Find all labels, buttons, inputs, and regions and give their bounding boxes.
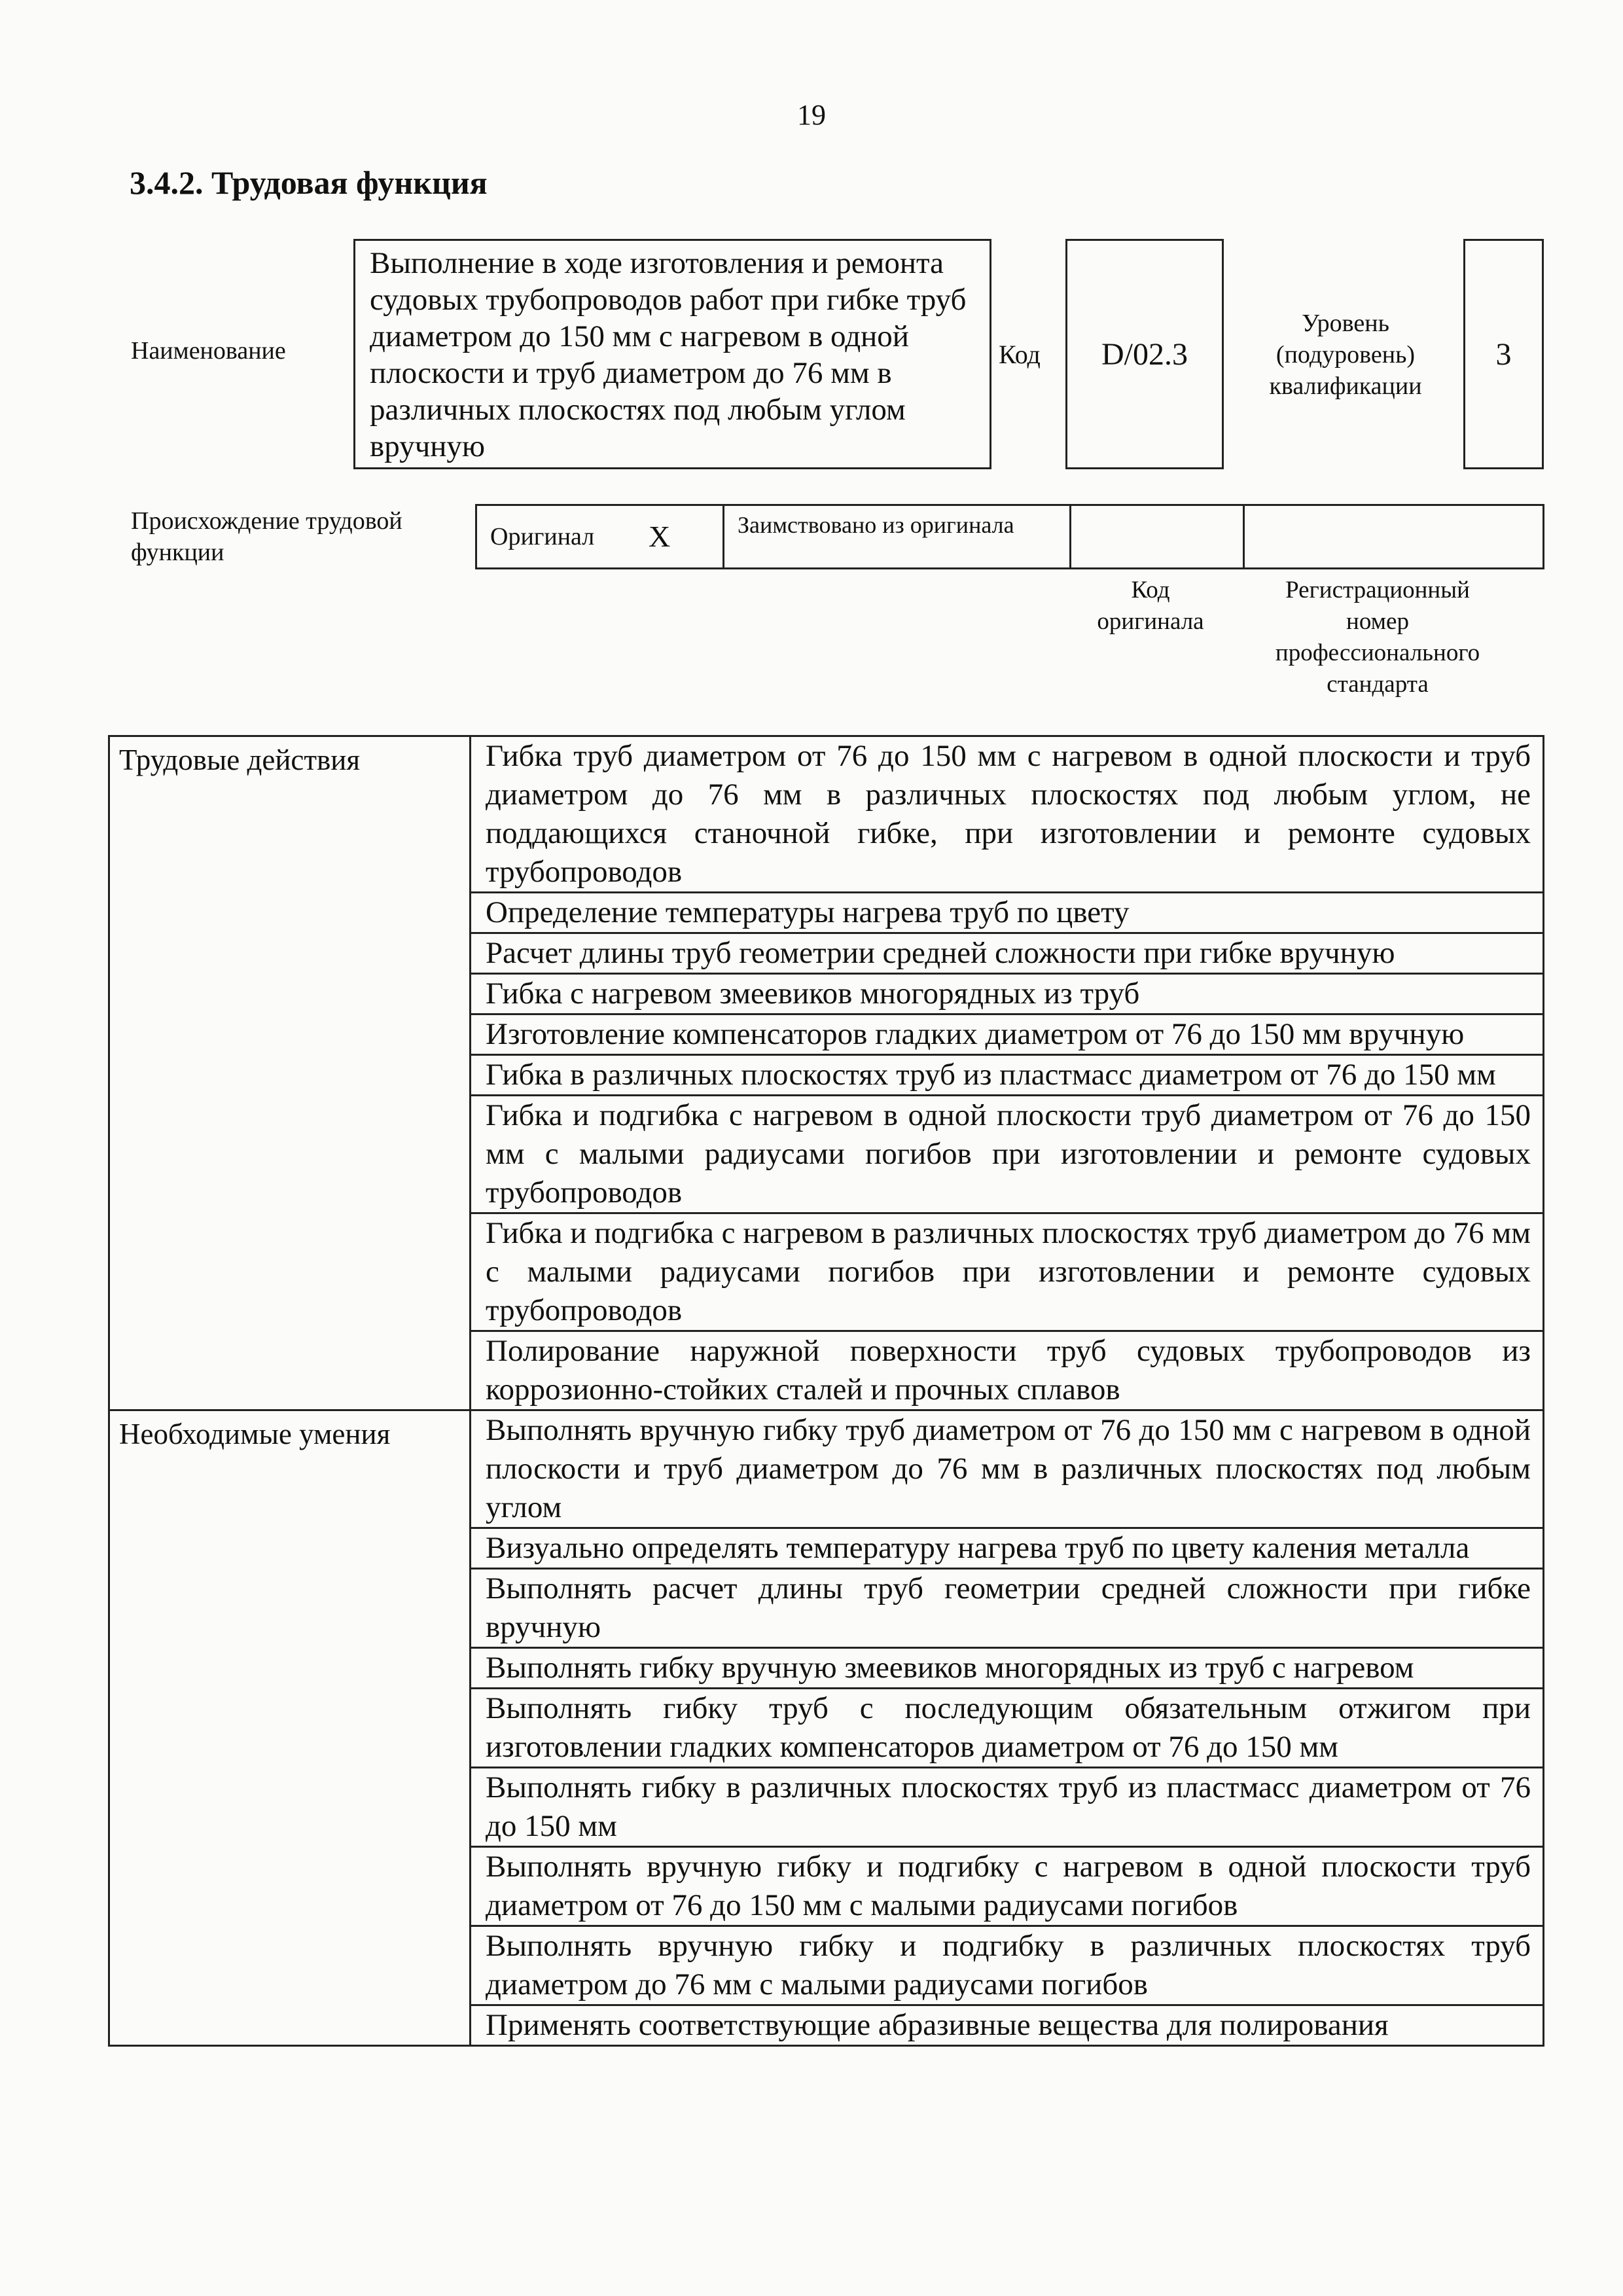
labor-action-item: Гибка с нагревом змеевиков многорядных из труб <box>471 974 1544 1014</box>
level-value: 3 <box>1495 336 1512 372</box>
function-details-table <box>108 735 1544 2047</box>
original-code-caption: Код оригинала <box>1097 577 1204 635</box>
borrowed-label: Заимствовано из оригинала <box>738 512 1014 538</box>
labor-action-item: Гибка труб диаметром от 76 до 150 мм с нагревом в одной плоскости и труб диаметром до 76 мм в различных плоскостях под любым углом, не поддающихся станочной гибке, при изготовлении и ремонте судовых трубопроводов <box>471 736 1544 893</box>
registration-number-caption: Регистрационный номер профессионального стандарта <box>1275 577 1480 698</box>
name-label: Наименование <box>131 337 286 365</box>
labor-action-item: Гибка и подгибка с нагревом в одной плоскости труб диаметром от 76 до 150 мм с малыми радиусами погибов при изготовлении и ремонте судовых трубопроводов <box>471 1096 1544 1213</box>
required-skill-item: Выполнять вручную гибку и подгибку в различных плоскостях труб диаметром до 76 мм с малыми радиусами погибов <box>471 1926 1544 2005</box>
labor-action-item: Гибка и подгибка с нагревом в различных плоскостях труб диаметром до 76 мм с малыми радиусами погибов при изготовлении и ремонте судовых трубопроводов <box>471 1213 1544 1331</box>
required-skill-item: Выполнять гибку труб с последующим обязательным отжигом при изготовлении гладких компенсаторов диаметром от 76 до 150 мм <box>471 1689 1544 1768</box>
required-skills-label: Необходимые умения <box>109 1410 471 2046</box>
section-title: 3.4.2. Трудовая функция <box>130 164 488 201</box>
labor-action-item: Полирование наружной поверхности труб судовых трубопроводов из коррозионно-стойких сталей и прочных сплавов <box>471 1331 1544 1410</box>
original-mark: X <box>649 520 671 553</box>
original-label: Оригинал <box>490 523 595 550</box>
code-value-box <box>1065 239 1224 469</box>
required-skill-item: Визуально определять температуру нагрева труб по цвету каления металла <box>471 1528 1544 1569</box>
labor-action-item: Расчет длины труб геометрии средней сложности при гибке вручную <box>471 933 1544 974</box>
required-skill-item: Выполнять гибку вручную змеевиков многорядных из труб с нагревом <box>471 1648 1544 1689</box>
origin-row <box>475 504 1544 569</box>
code-value: D/02.3 <box>1101 336 1188 372</box>
origin-label: Происхождение трудовой функции <box>131 507 402 566</box>
required-skill-item: Выполнять гибку в различных плоскостях труб из пластмасс диаметром от 76 до 150 мм <box>471 1768 1544 1847</box>
function-name-box: Выполнение в ходе изготовления и ремонта судовых трубопроводов работ при гибке труб диаметром до 150 мм с нагревом в одной плоскости и труб диаметром до 76 мм в различных плоскостях под любым углом вручную <box>353 239 991 469</box>
qualification-level-label: Уровень (подуровень) квалификации <box>1269 310 1422 400</box>
level-value-box <box>1463 239 1544 469</box>
required-skill-item: Выполнять расчет длины труб геометрии средней сложности при гибке вручную <box>471 1569 1544 1648</box>
required-skill-item: Применять соответствующие абразивные вещества для полирования <box>471 2005 1544 2046</box>
labor-action-item: Изготовление компенсаторов гладких диаметром от 76 до 150 мм вручную <box>471 1014 1544 1055</box>
code-label: Код <box>999 340 1041 369</box>
required-skill-item: Выполнять вручную гибку труб диаметром от 76 до 150 мм с нагревом в одной плоскости и труб диаметром до 76 мм в различных плоскостях под любым углом <box>471 1410 1544 1528</box>
required-skill-item: Выполнять вручную гибку и подгибку с нагревом в одной плоскости труб диаметром от 76 до 150 мм с малыми радиусами погибов <box>471 1847 1544 1926</box>
labor-actions-label: Трудовые действия <box>109 736 471 1410</box>
page-number: 19 <box>797 99 826 131</box>
labor-action-item: Гибка в различных плоскостях труб из пластмасс диаметром от 76 до 150 мм <box>471 1055 1544 1096</box>
labor-action-item: Определение температуры нагрева труб по цвету <box>471 893 1544 933</box>
